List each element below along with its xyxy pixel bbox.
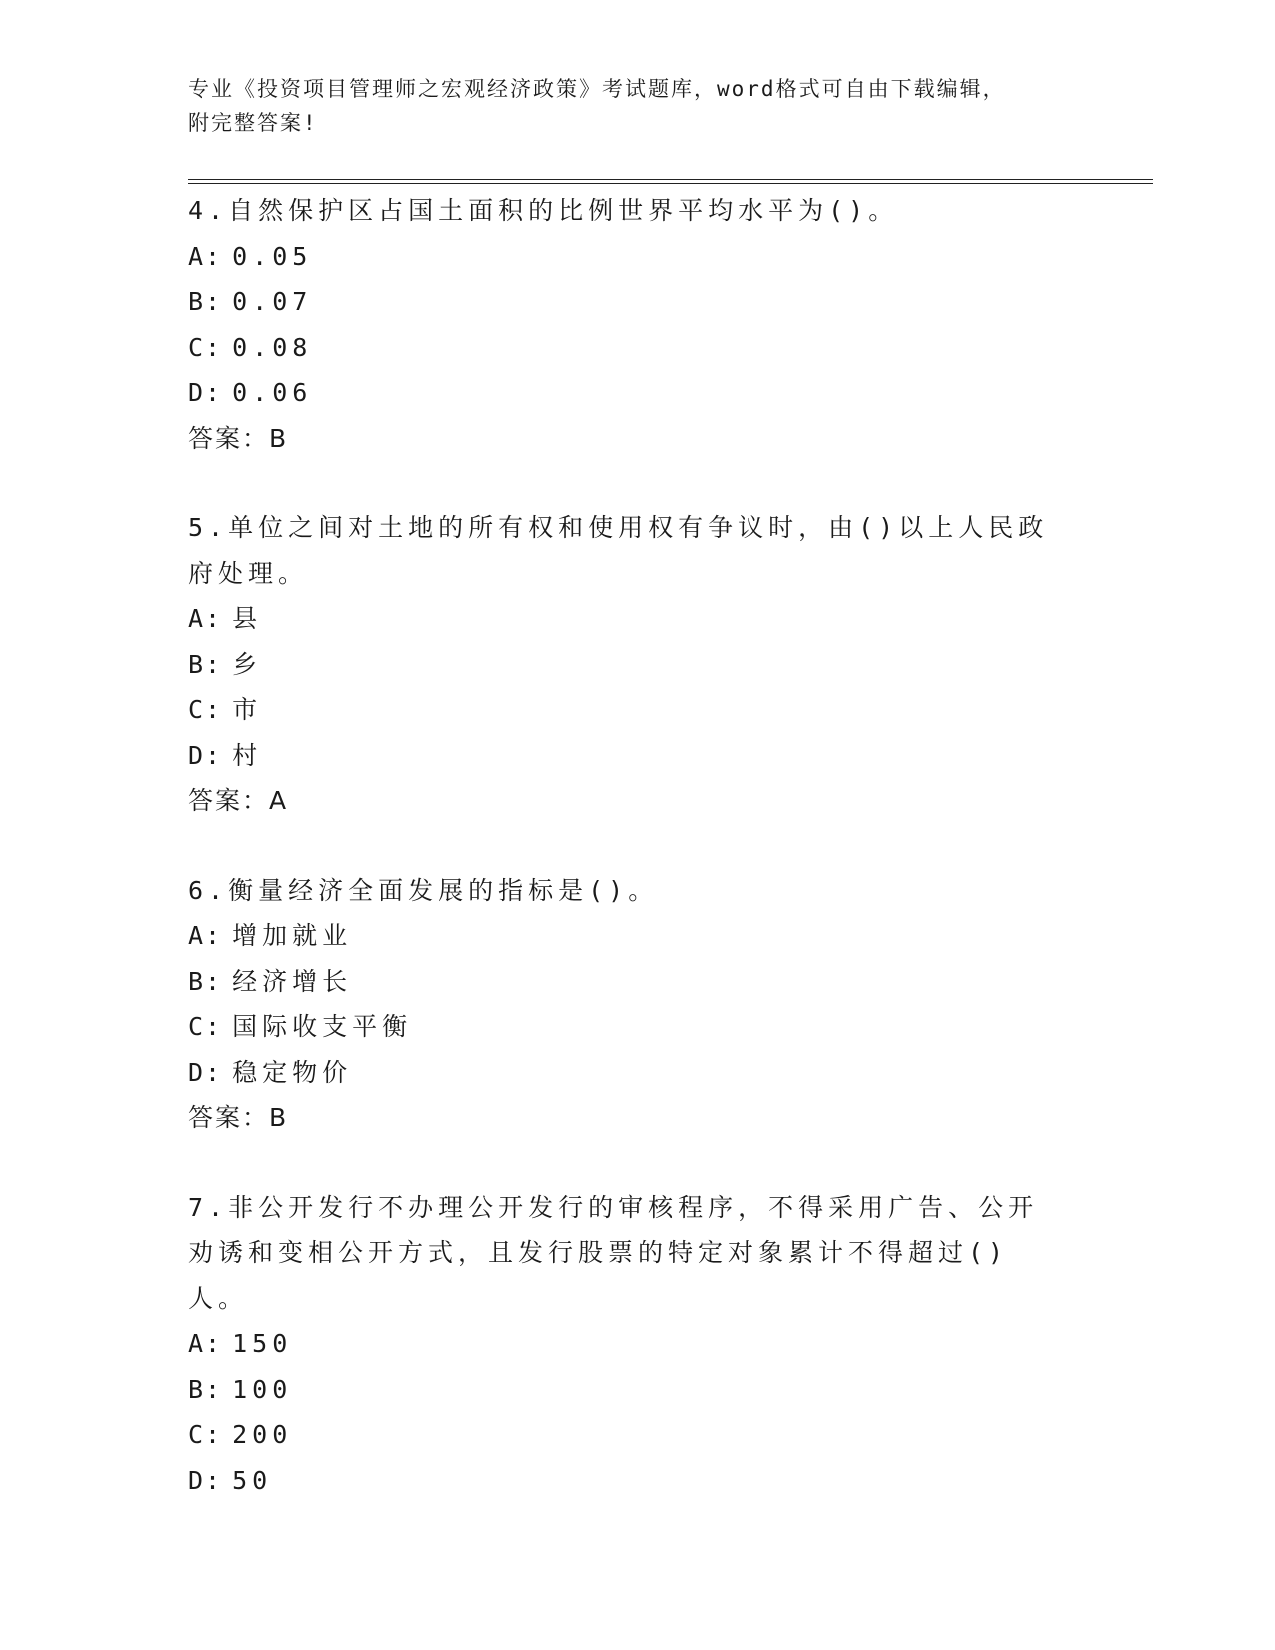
option-label: D: bbox=[188, 1057, 223, 1087]
option-d bbox=[188, 370, 1068, 416]
option-label: B: bbox=[188, 1374, 223, 1404]
question-stem: 7.非公开发行不办理公开发行的审核程序，不得采用广告、公开劝诱和变相公开方式，且发行股票的特定对象累计不得超过()人。 bbox=[188, 1192, 1039, 1313]
option-text: 经济增长 bbox=[232, 966, 353, 996]
option-label: D: bbox=[188, 1465, 223, 1495]
question-5 bbox=[188, 505, 1068, 824]
option-label: C: bbox=[188, 332, 223, 362]
option-c bbox=[188, 325, 1068, 371]
option-d bbox=[188, 1458, 1068, 1504]
option-text: 50 bbox=[232, 1465, 273, 1495]
option-a bbox=[188, 234, 1068, 280]
option-b bbox=[188, 642, 1068, 688]
option-label: A: bbox=[188, 1329, 223, 1358]
option-c bbox=[188, 687, 1068, 733]
option-d bbox=[188, 1050, 1068, 1096]
option-b bbox=[188, 279, 1068, 325]
option-d bbox=[188, 733, 1068, 779]
option-text: 200 bbox=[232, 1420, 293, 1449]
option-text: 0.05 bbox=[232, 241, 313, 271]
option-label: B: bbox=[188, 649, 223, 679]
option-c bbox=[188, 1004, 1068, 1050]
answer-line: 答案：B bbox=[188, 1103, 289, 1132]
header-line-1: 专业《投资项目管理师之宏观经济政策》考试题库，word格式可自由下载编辑， bbox=[188, 77, 1006, 101]
option-text: 增加就业 bbox=[232, 921, 353, 950]
header-divider-bottom bbox=[188, 183, 1153, 184]
option-c bbox=[188, 1412, 1068, 1458]
option-text: 稳定物价 bbox=[232, 1057, 353, 1087]
answer-line: 答案：A bbox=[188, 786, 289, 815]
option-text: 乡 bbox=[232, 649, 263, 679]
option-b bbox=[188, 1367, 1068, 1413]
answer-line: 答案：B bbox=[188, 423, 289, 453]
question-7 bbox=[188, 1185, 1068, 1504]
option-label: C: bbox=[188, 695, 223, 724]
question-stem: 4.自然保护区占国土面积的比例世界平均水平为()。 bbox=[188, 196, 899, 225]
header-divider-top bbox=[188, 179, 1153, 180]
option-text: 村 bbox=[232, 740, 263, 770]
option-a bbox=[188, 913, 1068, 959]
header-line-2: 附完整答案! bbox=[188, 111, 318, 135]
question-4 bbox=[188, 188, 1068, 461]
option-text: 县 bbox=[232, 604, 263, 633]
question-stem: 6.衡量经济全面发展的指标是()。 bbox=[188, 875, 659, 905]
question-stem: 5.单位之间对土地的所有权和使用权有争议时，由()以上人民政府处理。 bbox=[188, 513, 1049, 588]
option-label: C: bbox=[188, 1420, 223, 1449]
option-text: 150 bbox=[232, 1329, 293, 1358]
option-text: 国际收支平衡 bbox=[232, 1012, 413, 1041]
option-label: B: bbox=[188, 966, 223, 996]
option-text: 市 bbox=[232, 695, 263, 724]
option-label: A: bbox=[188, 921, 223, 950]
question-6 bbox=[188, 868, 1068, 1141]
option-label: B: bbox=[188, 287, 223, 316]
option-a bbox=[188, 1321, 1068, 1367]
option-text: 0.07 bbox=[232, 287, 313, 316]
document-header bbox=[188, 72, 1068, 140]
option-text: 0.06 bbox=[232, 378, 313, 407]
option-label: D: bbox=[188, 378, 223, 407]
option-text: 0.08 bbox=[232, 332, 313, 362]
option-text: 100 bbox=[232, 1374, 293, 1404]
question-list bbox=[188, 188, 1068, 1547]
option-label: C: bbox=[188, 1012, 223, 1041]
option-label: D: bbox=[188, 740, 223, 770]
option-label: A: bbox=[188, 604, 223, 633]
option-b bbox=[188, 959, 1068, 1005]
option-label: A: bbox=[188, 241, 223, 271]
option-a bbox=[188, 596, 1068, 642]
